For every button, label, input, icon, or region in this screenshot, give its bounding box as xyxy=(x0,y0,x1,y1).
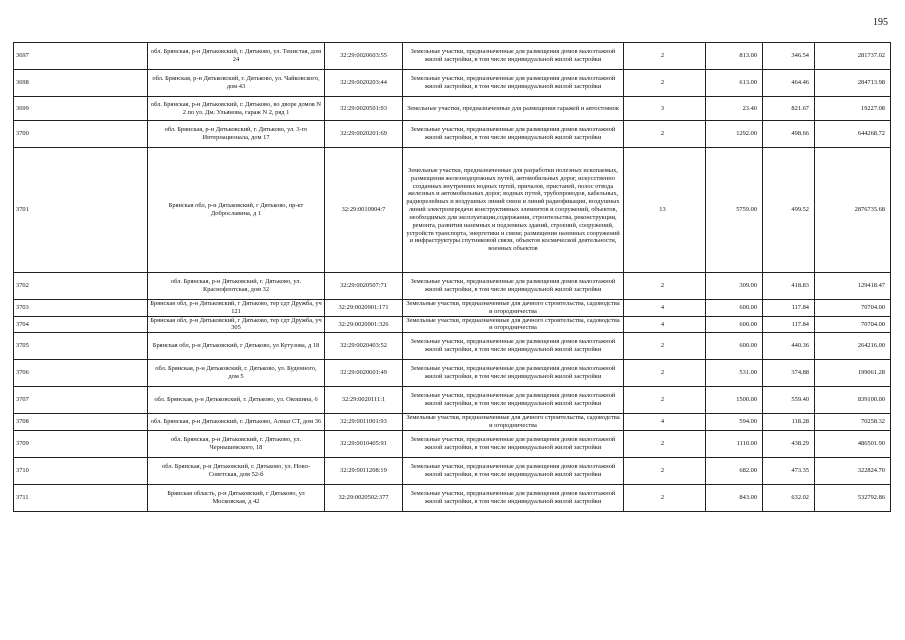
unit-value-cell: 559.40 xyxy=(763,387,815,414)
area-cell: 23.40 xyxy=(706,97,763,121)
cadastral-number-cell: 32:29:0020603:55 xyxy=(325,43,403,70)
unit-value-cell: 440.36 xyxy=(763,333,815,360)
cadastral-value-cell: 2876735.68 xyxy=(815,148,891,273)
cadastral-number-cell: 32:29:0020203:44 xyxy=(325,70,403,97)
address-cell: обл. Брянская, р-н Дятьковский, г. Дятьково, ул. Ново-Советская, дом 52-б xyxy=(148,457,325,484)
group-cell: 4 xyxy=(624,316,706,333)
land-use-cell: Земельные участки, предназначенные для размещения домов малоэтажной жилой застройки, в том числе индивидуальной жилой застройки xyxy=(403,70,624,97)
unit-value-cell: 117.84 xyxy=(763,316,815,333)
cadastral-number-cell: 32:29:0020901:326 xyxy=(325,316,403,333)
address-cell: обл. Брянская, р-н Дятьковский, г. Дятьково, ул. 3-го Интернационала, дом 17 xyxy=(148,121,325,148)
land-use-cell: Земельные участки, предназначенные для дачного строительства, садоводства и огородничества xyxy=(403,316,624,333)
cadastral-number-cell: 32:29:0010904:7 xyxy=(325,148,403,273)
area-cell: 309.00 xyxy=(706,273,763,300)
land-use-cell: Земельные участки, предназначенные для дачного строительства, садоводства и огородничества xyxy=(403,300,624,317)
land-use-cell: Земельные участки, предназначенные для размещения домов малоэтажной жилой застройки, в том числе индивидуальной жилой застройки xyxy=(403,457,624,484)
unit-value-cell: 821.67 xyxy=(763,97,815,121)
area-cell: 5759.00 xyxy=(706,148,763,273)
cadastral-number-cell: 32:29:0020502:377 xyxy=(325,484,403,511)
land-use-cell: Земельные участки, предназначенные для размещения домов малоэтажной жилой застройки, в том числе индивидуальной жилой застройки xyxy=(403,484,624,511)
row-number-cell: 3701 xyxy=(14,148,148,273)
land-use-cell: Земельные участки, предназначенные для дачного строительства, садоводства и огородничества xyxy=(403,414,624,431)
cadastral-number-cell: 32:29:0020403:52 xyxy=(325,333,403,360)
unit-value-cell: 632.02 xyxy=(763,484,815,511)
row-number-cell: 3709 xyxy=(14,430,148,457)
row-number-cell: 3707 xyxy=(14,387,148,414)
cadastral-number-cell: 32:29:0020111:1 xyxy=(325,387,403,414)
table-row xyxy=(14,333,891,360)
group-cell: 2 xyxy=(624,484,706,511)
group-cell: 2 xyxy=(624,387,706,414)
unit-value-cell: 118.28 xyxy=(763,414,815,431)
cadastral-value-cell: 199061.28 xyxy=(815,360,891,387)
cadastral-number-cell: 32:29:0020601:49 xyxy=(325,360,403,387)
address-cell: Брянская область, р-н Дятьковский, г Дятьково, ул Московская, д 42 xyxy=(148,484,325,511)
row-number-cell: 3704 xyxy=(14,316,148,333)
group-cell: 3 xyxy=(624,97,706,121)
address-cell: обл. Брянская, р-н Дятьковский, г. Дятьково, ул. Окошина, 6 xyxy=(148,387,325,414)
address-cell: обл. Брянская, р-н Дятьковский, г. Дятьково, ул. Краснофлотская, дом 32 xyxy=(148,273,325,300)
cadastral-value-cell: 264216.00 xyxy=(815,333,891,360)
cadastral-number-cell: 32:29:0020901:171 xyxy=(325,300,403,317)
cadastral-number-cell: 32:29:0011208:19 xyxy=(325,457,403,484)
row-number-cell: 3710 xyxy=(14,457,148,484)
table-row xyxy=(14,97,891,121)
unit-value-cell: 346.54 xyxy=(763,43,815,70)
land-use-cell: Земельные участки, предназначенные для размещения домов малоэтажной жилой застройки, в том числе индивидуальной жилой застройки xyxy=(403,360,624,387)
cadastral-number-cell: 32:29:0020507:71 xyxy=(325,273,403,300)
cadastral-value-cell: 839100.00 xyxy=(815,387,891,414)
cadastral-value-cell: 644268.72 xyxy=(815,121,891,148)
land-use-cell: Земельные участки, предназначенные для размещения гаражей и автостоянок xyxy=(403,97,624,121)
cadastral-value-cell: 19227.08 xyxy=(815,97,891,121)
cadastral-number-cell: 32:29:0020201:69 xyxy=(325,121,403,148)
area-cell: 600.00 xyxy=(706,333,763,360)
land-use-cell: Земельные участки, предназначенные для размещения домов малоэтажной жилой застройки, в том числе индивидуальной жилой застройки xyxy=(403,387,624,414)
land-use-cell: Земельные участки, предназначенные для разработки полезных ископаемых, размещения железнодорожных путей, автомобильных дорог, искусственно созданных внутренних водных путей, причалов, пристаней, полос отвода железных и автомобильных дорог, водных путей, трубопроводов, кабельных, радиорелейных и воздушных линий связи и линий радиофикации, воздушных линий электропередачи конструктивных элементов и сооружений, объектов, необходимых для эксплуатации,содержания, строительства, реконструкции, ремонта, развития наземных и подземных зданий, строений, сооружений, устройств транспорта, энергетики и связи; размещения наземных сооружений и инфраструктуры спутниковой связи, объектов космической деятельности, военных объектов xyxy=(403,148,624,273)
table-row xyxy=(14,273,891,300)
table-row xyxy=(14,148,891,273)
unit-value-cell: 374.88 xyxy=(763,360,815,387)
table-row xyxy=(14,414,891,431)
cadastral-value-cell: 486501.90 xyxy=(815,430,891,457)
address-cell: обл. Брянская, р-н Дятьковский, г. Дятьково, ул. Тенистая, дом 24 xyxy=(148,43,325,70)
row-number-cell: 3708 xyxy=(14,414,148,431)
area-cell: 1292.00 xyxy=(706,121,763,148)
land-use-cell: Земельные участки, предназначенные для размещения домов малоэтажной жилой застройки, в том числе индивидуальной жилой застройки xyxy=(403,43,624,70)
table-row xyxy=(14,360,891,387)
group-cell: 4 xyxy=(624,300,706,317)
group-cell: 2 xyxy=(624,121,706,148)
unit-value-cell: 473.35 xyxy=(763,457,815,484)
cadastral-number-cell: 32:29:0011001:93 xyxy=(325,414,403,431)
unit-value-cell: 498.66 xyxy=(763,121,815,148)
address-cell: обл. Брянская, р-н Дятьковский, г. Дятьково, во дворе домов N 2 по ул. Дм. Ульянова, гараж N 2, ряд 1 xyxy=(148,97,325,121)
land-use-cell: Земельные участки, предназначенные для размещения домов малоэтажной жилой застройки, в том числе индивидуальной жилой застройки xyxy=(403,121,624,148)
cadastral-value-table xyxy=(13,42,891,512)
row-number-cell: 3706 xyxy=(14,360,148,387)
cadastral-value-cell: 70258.32 xyxy=(815,414,891,431)
page-number: 195 xyxy=(873,17,888,28)
land-use-cell: Земельные участки, предназначенные для размещения домов малоэтажной жилой застройки, в том числе индивидуальной жилой застройки xyxy=(403,430,624,457)
address-cell: обл. Брянская, р-н Дятьковский, г. Дятьково, ул. Чернышевского, 18 xyxy=(148,430,325,457)
row-number-cell: 3702 xyxy=(14,273,148,300)
area-cell: 600.00 xyxy=(706,300,763,317)
area-cell: 531.00 xyxy=(706,360,763,387)
row-number-cell: 3711 xyxy=(14,484,148,511)
cadastral-value-cell: 322824.70 xyxy=(815,457,891,484)
group-cell: 2 xyxy=(624,273,706,300)
group-cell: 2 xyxy=(624,333,706,360)
address-cell: Брянская обл, р-н Дятьковский, г Дятьково, ул Кутузова, д 18 xyxy=(148,333,325,360)
group-cell: 2 xyxy=(624,43,706,70)
table-row xyxy=(14,484,891,511)
table-row xyxy=(14,457,891,484)
table-row xyxy=(14,300,891,317)
unit-value-cell: 438.29 xyxy=(763,430,815,457)
group-cell: 2 xyxy=(624,430,706,457)
cadastral-number-cell: 32:29:0010405:91 xyxy=(325,430,403,457)
table-row xyxy=(14,121,891,148)
address-cell: обл. Брянская, р-н Дятьковский, г. Дятьково, Алмаз СТ, дом 36 xyxy=(148,414,325,431)
land-use-cell: Земельные участки, предназначенные для размещения домов малоэтажной жилой застройки, в том числе индивидуальной жилой застройки xyxy=(403,333,624,360)
area-cell: 682.00 xyxy=(706,457,763,484)
address-cell: Брянская обл, р-н Дятьковский, г Дятьково, тер сдт Дружба, уч 305 xyxy=(148,316,325,333)
cadastral-number-cell: 32:29:0020501:93 xyxy=(325,97,403,121)
unit-value-cell: 418.83 xyxy=(763,273,815,300)
area-cell: 813.00 xyxy=(706,43,763,70)
table-row xyxy=(14,70,891,97)
table-row xyxy=(14,430,891,457)
address-cell: Брянская обл, р-н Дятьковский, г Дятьково, пр-кт Доброславина, д 1 xyxy=(148,148,325,273)
area-cell: 843.00 xyxy=(706,484,763,511)
group-cell: 13 xyxy=(624,148,706,273)
row-number-cell: 3700 xyxy=(14,121,148,148)
address-cell: Брянская обл, р-н Дятьковский, г Дятьково, тер сдт Дружба, уч 121 xyxy=(148,300,325,317)
cadastral-value-cell: 129418.47 xyxy=(815,273,891,300)
cadastral-value-cell: 284713.98 xyxy=(815,70,891,97)
group-cell: 2 xyxy=(624,70,706,97)
cadastral-value-cell: 281737.02 xyxy=(815,43,891,70)
cadastral-value-cell: 532792.86 xyxy=(815,484,891,511)
unit-value-cell: 464.46 xyxy=(763,70,815,97)
group-cell: 4 xyxy=(624,414,706,431)
address-cell: обл. Брянская, р-н Дятьковский, г. Дятьково, ул. Чайковского, дом 43 xyxy=(148,70,325,97)
table-row xyxy=(14,316,891,333)
group-cell: 2 xyxy=(624,360,706,387)
address-cell: обл. Брянская, р-н Дятьковский, г. Дятьково, ул. Буденного, дом 5 xyxy=(148,360,325,387)
table-row xyxy=(14,387,891,414)
area-cell: 613.00 xyxy=(706,70,763,97)
row-number-cell: 3697 xyxy=(14,43,148,70)
row-number-cell: 3698 xyxy=(14,70,148,97)
area-cell: 1110.00 xyxy=(706,430,763,457)
row-number-cell: 3705 xyxy=(14,333,148,360)
unit-value-cell: 117.84 xyxy=(763,300,815,317)
table-row xyxy=(14,43,891,70)
area-cell: 1500.00 xyxy=(706,387,763,414)
unit-value-cell: 499.52 xyxy=(763,148,815,273)
group-cell: 2 xyxy=(624,457,706,484)
row-number-cell: 3703 xyxy=(14,300,148,317)
land-use-cell: Земельные участки, предназначенные для размещения домов малоэтажной жилой застройки, в том числе индивидуальной жилой застройки xyxy=(403,273,624,300)
area-cell: 594.00 xyxy=(706,414,763,431)
area-cell: 600.00 xyxy=(706,316,763,333)
row-number-cell: 3699 xyxy=(14,97,148,121)
cadastral-value-cell: 70704.00 xyxy=(815,300,891,317)
cadastral-value-cell: 70704.00 xyxy=(815,316,891,333)
